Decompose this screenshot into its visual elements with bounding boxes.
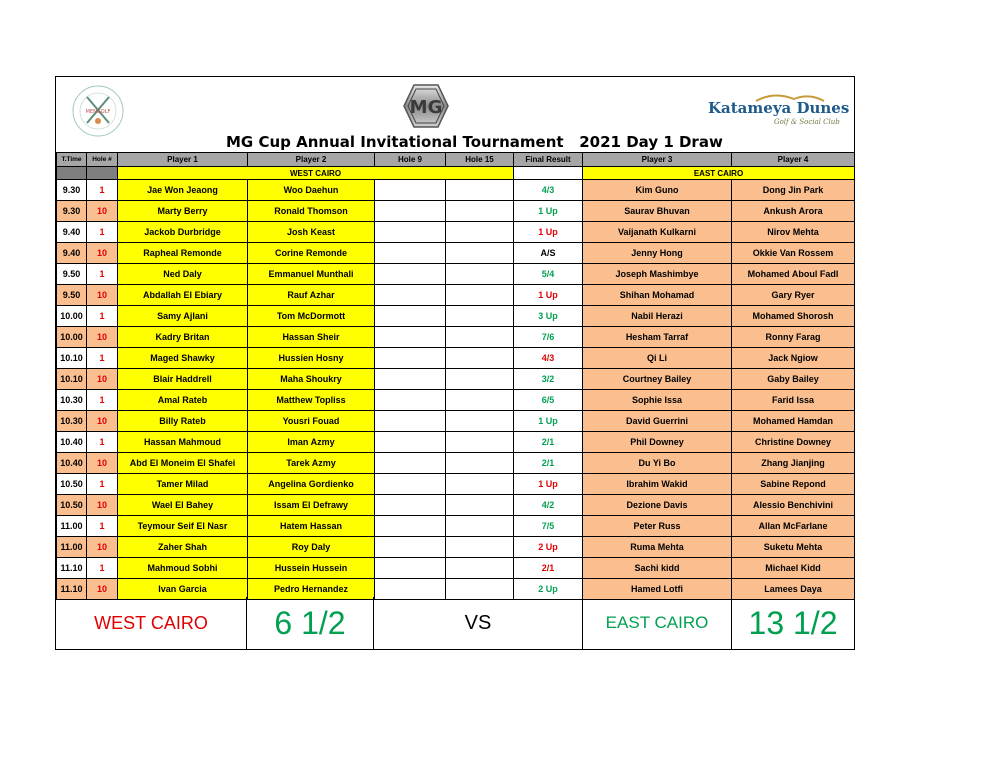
hole-cell: 10 bbox=[87, 495, 118, 516]
tee-time-cell: 10.00 bbox=[57, 327, 87, 348]
draw-row bbox=[57, 285, 855, 306]
player-3-cell: Kim Guno bbox=[583, 180, 732, 201]
score-right-team: EAST CAIRO bbox=[583, 597, 732, 649]
player-2-cell: Yousri Fouad bbox=[248, 411, 375, 432]
tee-time-cell: 10.00 bbox=[57, 306, 87, 327]
tee-time-cell: 10.30 bbox=[57, 390, 87, 411]
col-final-result: Final Result bbox=[514, 153, 583, 167]
player-1-cell: Tamer Milad bbox=[118, 474, 248, 495]
player-4-cell: Lamees Daya bbox=[732, 579, 855, 600]
player-3-cell: Vaijanath Kulkarni bbox=[583, 222, 732, 243]
draw-row bbox=[57, 453, 855, 474]
draw-row bbox=[57, 495, 855, 516]
hole-9-cell bbox=[375, 306, 446, 327]
player-1-cell: Ned Daly bbox=[118, 264, 248, 285]
hole-15-cell bbox=[446, 369, 514, 390]
score-left-value: 6 1/2 bbox=[247, 597, 374, 649]
score-left-team: WEST CAIRO bbox=[56, 597, 247, 649]
hole-15-cell bbox=[446, 390, 514, 411]
draw-row bbox=[57, 348, 855, 369]
hole-9-cell bbox=[375, 537, 446, 558]
club-logo-text: MENGOLF bbox=[85, 109, 111, 115]
sponsor-name: Katameya Dunes bbox=[708, 99, 850, 117]
player-4-cell: Mohamed Aboul Fadl bbox=[732, 264, 855, 285]
sponsor-logo bbox=[696, 89, 850, 129]
final-result-cell: 1 Up bbox=[514, 222, 583, 243]
hole-15-cell bbox=[446, 285, 514, 306]
player-2-cell: Tom McDormott bbox=[248, 306, 375, 327]
team-spacer bbox=[57, 167, 87, 180]
player-4-cell: Gary Ryer bbox=[732, 285, 855, 306]
tee-time-cell: 9.40 bbox=[57, 243, 87, 264]
team-spacer bbox=[87, 167, 118, 180]
player-4-cell: Nirov Mehta bbox=[732, 222, 855, 243]
player-2-cell: Hussein Hussein bbox=[248, 558, 375, 579]
tee-time-cell: 9.50 bbox=[57, 264, 87, 285]
col-player-3: Player 3 bbox=[583, 153, 732, 167]
tee-time-cell: 10.10 bbox=[57, 369, 87, 390]
hole-9-cell bbox=[375, 474, 446, 495]
player-1-cell: Hassan Mahmoud bbox=[118, 432, 248, 453]
draw-body bbox=[57, 180, 855, 600]
hole-cell: 1 bbox=[87, 180, 118, 201]
final-result-cell: 3/2 bbox=[514, 369, 583, 390]
final-result-cell: 1 Up bbox=[514, 474, 583, 495]
player-1-cell: Maged Shawky bbox=[118, 348, 248, 369]
tee-time-cell: 11.00 bbox=[57, 516, 87, 537]
hole-9-cell bbox=[375, 369, 446, 390]
player-4-cell: Zhang Jianjing bbox=[732, 453, 855, 474]
mg-logo-text: MG bbox=[409, 97, 443, 118]
draw-row bbox=[57, 327, 855, 348]
team-right-label: EAST CAIRO bbox=[583, 167, 855, 180]
hole-15-cell bbox=[446, 411, 514, 432]
col-player-1: Player 1 bbox=[118, 153, 248, 167]
player-1-cell: Blair Haddrell bbox=[118, 369, 248, 390]
player-4-cell: Suketu Mehta bbox=[732, 537, 855, 558]
hole-cell: 1 bbox=[87, 432, 118, 453]
final-result-cell: 2 Up bbox=[514, 579, 583, 600]
player-2-cell: Josh Keast bbox=[248, 222, 375, 243]
player-1-cell: Teymour Seif El Nasr bbox=[118, 516, 248, 537]
hole-cell: 10 bbox=[87, 579, 118, 600]
page-title: MG Cup Annual Invitational Tournament 2021 Day 1 Draw bbox=[226, 133, 723, 151]
hole-cell: 1 bbox=[87, 474, 118, 495]
sheet-header bbox=[56, 77, 854, 152]
hole-9-cell bbox=[375, 222, 446, 243]
col-player-2: Player 2 bbox=[248, 153, 375, 167]
hole-cell: 1 bbox=[87, 390, 118, 411]
final-result-cell: 2/1 bbox=[514, 558, 583, 579]
player-1-cell: Billy Rateb bbox=[118, 411, 248, 432]
hole-9-cell bbox=[375, 411, 446, 432]
player-3-cell: Qi Li bbox=[583, 348, 732, 369]
tee-time-cell: 10.50 bbox=[57, 495, 87, 516]
club-logo bbox=[70, 83, 126, 139]
player-4-cell: Dong Jin Park bbox=[732, 180, 855, 201]
player-3-cell: Ibrahim Wakid bbox=[583, 474, 732, 495]
player-3-cell: Shihan Mohamad bbox=[583, 285, 732, 306]
final-result-cell: 1 Up bbox=[514, 411, 583, 432]
player-4-cell: Gaby Bailey bbox=[732, 369, 855, 390]
player-3-cell: Dezione Davis bbox=[583, 495, 732, 516]
player-2-cell: Iman Azmy bbox=[248, 432, 375, 453]
player-3-cell: Ruma Mehta bbox=[583, 537, 732, 558]
hole-cell: 1 bbox=[87, 348, 118, 369]
team-left-label: WEST CAIRO bbox=[118, 167, 514, 180]
hole-cell: 10 bbox=[87, 327, 118, 348]
col-hole: Hole # bbox=[87, 153, 118, 167]
hole-15-cell bbox=[446, 306, 514, 327]
hole-9-cell bbox=[375, 558, 446, 579]
player-1-cell: Abdallah El Ebiary bbox=[118, 285, 248, 306]
player-1-cell: Mahmoud Sobhi bbox=[118, 558, 248, 579]
hole-cell: 10 bbox=[87, 201, 118, 222]
player-2-cell: Maha Shoukry bbox=[248, 369, 375, 390]
draw-row bbox=[57, 222, 855, 243]
hole-15-cell bbox=[446, 558, 514, 579]
tee-time-cell: 9.50 bbox=[57, 285, 87, 306]
tee-time-cell: 10.30 bbox=[57, 411, 87, 432]
hole-9-cell bbox=[375, 243, 446, 264]
hole-cell: 1 bbox=[87, 516, 118, 537]
player-4-cell: Jack Ngiow bbox=[732, 348, 855, 369]
draw-row bbox=[57, 306, 855, 327]
final-result-cell: 5/4 bbox=[514, 264, 583, 285]
player-4-cell: Ankush Arora bbox=[732, 201, 855, 222]
player-2-cell: Emmanuel Munthali bbox=[248, 264, 375, 285]
col-hole-15: Hole 15 bbox=[446, 153, 514, 167]
draw-row bbox=[57, 243, 855, 264]
player-4-cell: Alessio Benchivini bbox=[732, 495, 855, 516]
hole-15-cell bbox=[446, 432, 514, 453]
player-2-cell: Angelina Gordienko bbox=[248, 474, 375, 495]
hole-15-cell bbox=[446, 516, 514, 537]
team-spacer bbox=[514, 167, 583, 180]
col-hole-9: Hole 9 bbox=[375, 153, 446, 167]
player-4-cell: Ronny Farag bbox=[732, 327, 855, 348]
hole-cell: 10 bbox=[87, 243, 118, 264]
player-4-cell: Mohamed Hamdan bbox=[732, 411, 855, 432]
hole-15-cell bbox=[446, 327, 514, 348]
hole-9-cell bbox=[375, 495, 446, 516]
player-3-cell: Saurav Bhuvan bbox=[583, 201, 732, 222]
final-result-cell: A/S bbox=[514, 243, 583, 264]
final-result-cell: 1 Up bbox=[514, 201, 583, 222]
final-result-cell: 4/3 bbox=[514, 348, 583, 369]
player-3-cell: Hesham Tarraf bbox=[583, 327, 732, 348]
hole-15-cell bbox=[446, 180, 514, 201]
player-1-cell: Marty Berry bbox=[118, 201, 248, 222]
score-footer bbox=[56, 597, 854, 649]
hole-cell: 10 bbox=[87, 411, 118, 432]
player-4-cell: Mohamed Shorosh bbox=[732, 306, 855, 327]
tee-time-cell: 11.10 bbox=[57, 558, 87, 579]
player-3-cell: Courtney Bailey bbox=[583, 369, 732, 390]
team-header-row bbox=[57, 167, 855, 180]
hole-cell: 10 bbox=[87, 537, 118, 558]
hole-cell: 1 bbox=[87, 558, 118, 579]
tee-time-cell: 10.10 bbox=[57, 348, 87, 369]
hole-cell: 1 bbox=[87, 306, 118, 327]
draw-row bbox=[57, 201, 855, 222]
tee-time-cell: 10.40 bbox=[57, 453, 87, 474]
player-3-cell: Sophie Issa bbox=[583, 390, 732, 411]
hole-9-cell bbox=[375, 285, 446, 306]
player-4-cell: Okkie Van Rossem bbox=[732, 243, 855, 264]
player-3-cell: Nabil Herazi bbox=[583, 306, 732, 327]
hole-15-cell bbox=[446, 264, 514, 285]
tee-time-cell: 11.00 bbox=[57, 537, 87, 558]
column-header-row bbox=[57, 153, 855, 167]
draw-row bbox=[57, 558, 855, 579]
player-2-cell: Hussien Hosny bbox=[248, 348, 375, 369]
draw-table bbox=[56, 152, 855, 600]
player-1-cell: Jackob Durbridge bbox=[118, 222, 248, 243]
player-2-cell: Rauf Azhar bbox=[248, 285, 375, 306]
final-result-cell: 2/1 bbox=[514, 432, 583, 453]
final-result-cell: 1 Up bbox=[514, 285, 583, 306]
player-3-cell: Sachi kidd bbox=[583, 558, 732, 579]
tee-time-cell: 10.50 bbox=[57, 474, 87, 495]
draw-row bbox=[57, 537, 855, 558]
tee-time-cell: 11.10 bbox=[57, 579, 87, 600]
hole-15-cell bbox=[446, 348, 514, 369]
player-3-cell: Hamed Lotfi bbox=[583, 579, 732, 600]
final-result-cell: 6/5 bbox=[514, 390, 583, 411]
col-player-4: Player 4 bbox=[732, 153, 855, 167]
hole-9-cell bbox=[375, 327, 446, 348]
player-3-cell: Peter Russ bbox=[583, 516, 732, 537]
final-result-cell: 7/5 bbox=[514, 516, 583, 537]
hole-cell: 10 bbox=[87, 453, 118, 474]
player-1-cell: Abd El Moneim El Shafei bbox=[118, 453, 248, 474]
score-right-value: 13 1/2 bbox=[748, 604, 838, 641]
hole-9-cell bbox=[375, 180, 446, 201]
player-3-cell: David Guerrini bbox=[583, 411, 732, 432]
final-result-cell: 4/2 bbox=[514, 495, 583, 516]
draw-row bbox=[57, 432, 855, 453]
final-result-cell: 2/1 bbox=[514, 453, 583, 474]
player-2-cell: Tarek Azmy bbox=[248, 453, 375, 474]
draw-row bbox=[57, 180, 855, 201]
hole-cell: 1 bbox=[87, 222, 118, 243]
hole-9-cell bbox=[375, 453, 446, 474]
hole-15-cell bbox=[446, 453, 514, 474]
col-tee-time: T.Time bbox=[57, 153, 87, 167]
final-result-cell: 2 Up bbox=[514, 537, 583, 558]
draw-row bbox=[57, 411, 855, 432]
tee-time-cell: 10.40 bbox=[57, 432, 87, 453]
hole-15-cell bbox=[446, 474, 514, 495]
player-4-cell: Christine Downey bbox=[732, 432, 855, 453]
tee-time-cell: 9.30 bbox=[57, 201, 87, 222]
player-3-cell: Du Yi Bo bbox=[583, 453, 732, 474]
hole-9-cell bbox=[375, 390, 446, 411]
draw-row bbox=[57, 390, 855, 411]
player-1-cell: Wael El Bahey bbox=[118, 495, 248, 516]
player-1-cell: Samy Ajlani bbox=[118, 306, 248, 327]
hole-15-cell bbox=[446, 222, 514, 243]
player-3-cell: Phil Downey bbox=[583, 432, 732, 453]
player-1-cell: Kadry Britan bbox=[118, 327, 248, 348]
player-4-cell: Michael Kidd bbox=[732, 558, 855, 579]
tee-time-cell: 9.30 bbox=[57, 180, 87, 201]
player-2-cell: Pedro Hernandez bbox=[248, 579, 375, 600]
score-vs: VS bbox=[374, 597, 583, 649]
hole-9-cell bbox=[375, 432, 446, 453]
draw-row bbox=[57, 369, 855, 390]
draw-row bbox=[57, 264, 855, 285]
hole-cell: 10 bbox=[87, 369, 118, 390]
tee-time-cell: 9.40 bbox=[57, 222, 87, 243]
draw-sheet bbox=[55, 76, 855, 650]
player-1-cell: Zaher Shah bbox=[118, 537, 248, 558]
hole-15-cell bbox=[446, 495, 514, 516]
hole-9-cell bbox=[375, 348, 446, 369]
player-4-cell: Sabine Repond bbox=[732, 474, 855, 495]
sponsor-subtitle: Golf & Social Club bbox=[774, 118, 840, 126]
player-3-cell: Jenny Hong bbox=[583, 243, 732, 264]
hole-cell: 1 bbox=[87, 264, 118, 285]
hole-cell: 10 bbox=[87, 285, 118, 306]
player-2-cell: Issam El Defrawy bbox=[248, 495, 375, 516]
hole-15-cell bbox=[446, 537, 514, 558]
player-1-cell: Amal Rateb bbox=[118, 390, 248, 411]
hole-9-cell bbox=[375, 201, 446, 222]
player-1-cell: Ivan Garcia bbox=[118, 579, 248, 600]
final-result-cell: 7/6 bbox=[514, 327, 583, 348]
player-2-cell: Matthew Topliss bbox=[248, 390, 375, 411]
player-4-cell: Allan McFarlane bbox=[732, 516, 855, 537]
player-2-cell: Corine Remonde bbox=[248, 243, 375, 264]
player-1-cell: Rapheal Remonde bbox=[118, 243, 248, 264]
player-2-cell: Roy Daly bbox=[248, 537, 375, 558]
draw-row bbox=[57, 474, 855, 495]
draw-row bbox=[57, 516, 855, 537]
hole-15-cell bbox=[446, 243, 514, 264]
final-result-cell: 3 Up bbox=[514, 306, 583, 327]
player-2-cell: Ronald Thomson bbox=[248, 201, 375, 222]
mg-logo bbox=[401, 81, 451, 131]
final-result-cell: 4/3 bbox=[514, 180, 583, 201]
player-1-cell: Jae Won Jeaong bbox=[118, 180, 248, 201]
hole-15-cell bbox=[446, 201, 514, 222]
player-2-cell: Hassan Sheir bbox=[248, 327, 375, 348]
player-2-cell: Hatem Hassan bbox=[248, 516, 375, 537]
hole-9-cell bbox=[375, 264, 446, 285]
player-2-cell: Woo Daehun bbox=[248, 180, 375, 201]
player-4-cell: Farid Issa bbox=[732, 390, 855, 411]
hole-9-cell bbox=[375, 516, 446, 537]
player-3-cell: Joseph Mashimbye bbox=[583, 264, 732, 285]
